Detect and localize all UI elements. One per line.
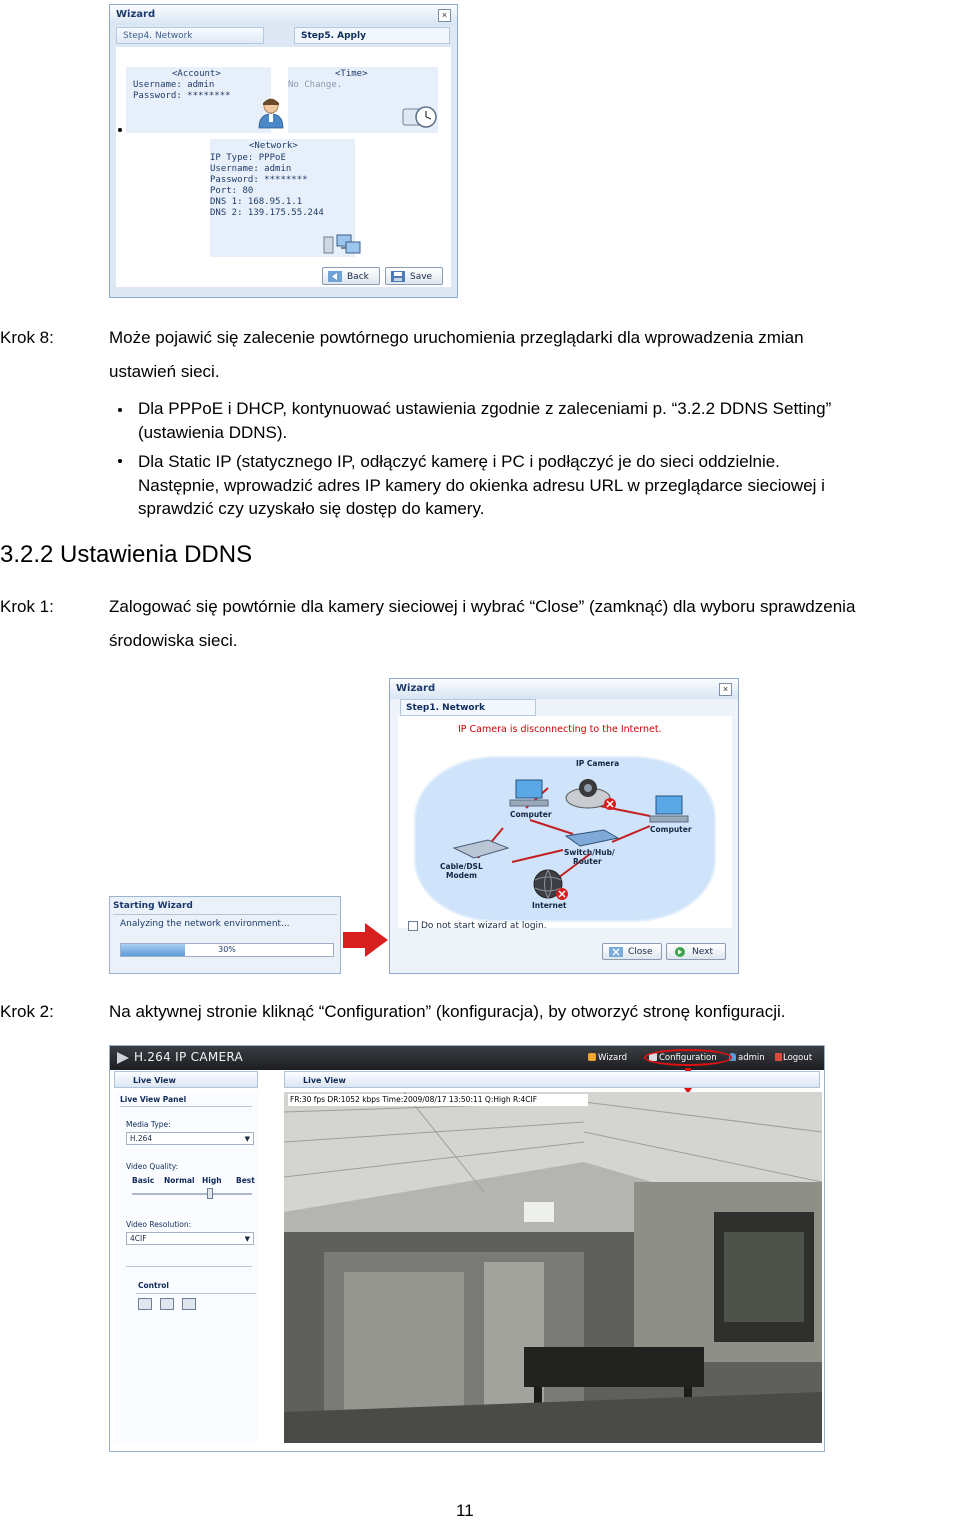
tab-step5[interactable]: Step5. Apply [294, 27, 450, 44]
menu-admin[interactable]: admin [738, 1053, 765, 1063]
network-port: Port: 80 [210, 186, 254, 196]
tab-step1[interactable]: Step1. Network [400, 699, 536, 716]
divider [120, 1106, 252, 1107]
quality-slider-track[interactable] [132, 1193, 252, 1195]
step1-label: Krok 1: [0, 597, 54, 616]
starting-wizard-title: Starting Wizard [113, 901, 193, 911]
label-internet: Internet [532, 901, 567, 910]
video-quality-label: Video Quality: [126, 1162, 179, 1171]
chevron-down-icon: ▼ [244, 1235, 250, 1243]
label-modem-2: Modem [446, 871, 477, 880]
network-dns2: DNS 2: 139.175.55.244 [210, 208, 324, 218]
network-diagram [398, 716, 732, 928]
chevron-down-icon: ▼ [244, 1135, 250, 1143]
control-label: Control [138, 1281, 170, 1290]
app-title: H.264 IP CAMERA [134, 1050, 244, 1064]
video-resolution-value: 4CIF [130, 1234, 147, 1243]
step2-text: Na aktywnej stronie kliknąć “Configuration” (konfiguracja), by otworzyć stronę konfiguracji. [109, 1002, 786, 1021]
tab-liveview-left[interactable]: Live View [114, 1071, 258, 1088]
label-switch-2: Router [573, 857, 602, 866]
tab-liveview-main[interactable]: Live View [284, 1071, 820, 1088]
progress-bar [120, 943, 334, 957]
step2-label: Krok 2: [0, 1002, 54, 1021]
close-button-icon [609, 947, 623, 964]
media-type-select[interactable] [126, 1132, 254, 1145]
step1-text-line1: Zalogować się powtórnie dla kamery sieciowej i wybrać “Close” (zamknąć) dla wyboru sprawdzenia [109, 597, 856, 616]
network-ip-type: IP Type: PPPoE [210, 153, 286, 163]
account-header: <Account> [172, 69, 221, 79]
quality-basic: Basic [132, 1176, 155, 1185]
close-button[interactable] [602, 943, 662, 960]
label-computer-left: Computer [510, 810, 552, 819]
liveview-screenshot [109, 1045, 825, 1452]
network-computers-icon [322, 233, 362, 262]
close-icon[interactable]: × [438, 9, 451, 22]
video-resolution-label: Video Resolution: [126, 1220, 192, 1229]
back-icon [328, 271, 342, 289]
user-icon [258, 97, 284, 134]
label-modem-1: Cable/DSL [440, 862, 483, 871]
network-environment-panel [398, 716, 732, 928]
wizard-icon [588, 1053, 596, 1061]
office-scene-image [284, 1092, 822, 1443]
network-password: Password: ******** [210, 175, 308, 185]
label-ip-camera: IP Camera [576, 759, 620, 768]
bullet-dot [118, 459, 122, 463]
save-icon [391, 271, 405, 289]
media-type-value: H.264 [130, 1134, 153, 1143]
menu-wizard[interactable]: Wizard [598, 1053, 627, 1063]
network-header: <Network> [249, 141, 298, 151]
red-arrow-icon [343, 922, 389, 963]
time-header: <Time> [335, 69, 368, 79]
account-username: Username: admin [133, 80, 215, 90]
section-heading: 3.2.2 Ustawienia DDNS [0, 541, 253, 568]
save-button[interactable] [385, 267, 443, 285]
network-status-text: IP Camera is disconnecting to the Internet. [458, 724, 662, 735]
bullet-dot [118, 408, 122, 412]
video-feed[interactable] [284, 1092, 822, 1443]
bullet-dot [118, 128, 122, 132]
save-label: Save [410, 272, 433, 282]
close-icon[interactable]: × [719, 683, 732, 696]
divider [136, 1293, 256, 1294]
page-number: 11 [456, 1501, 474, 1520]
summary-panel [116, 47, 451, 287]
startup-checkbox-label: Do not start wizard at login. [421, 921, 547, 931]
camera-header-bar [110, 1046, 824, 1070]
panel-title: Live View Panel [120, 1095, 187, 1104]
bullet1-line1: Dla PPPoE i DHCP, kontynuować ustawienia zgodnie z zaleceniami p. “3.2.2 DDNS Setting” [138, 399, 832, 418]
step8-text-line1: Może pojawić się zalecenie powtórnego uruchomienia przeglądarki dla wprowadzenia zmian [109, 328, 804, 347]
menu-configuration[interactable]: Configuration [659, 1053, 717, 1063]
next-button[interactable] [666, 943, 726, 960]
clock-icon [402, 103, 438, 136]
label-switch-1: Switch/Hub/ [564, 848, 615, 857]
step1-text-line2: środowiska sieci. [109, 631, 238, 650]
progress-text: 30% [218, 945, 236, 954]
bullet2-line2: Następnie, wprowadzić adres IP kamery do okienka adresu URL w przeglądarce sieciowej i [138, 476, 825, 495]
fullscreen-icon[interactable] [182, 1298, 196, 1310]
next-label: Next [692, 947, 713, 957]
tab-step4[interactable]: Step4. Network [116, 27, 264, 44]
starting-wizard-message: Analyzing the network environment... [120, 919, 290, 929]
step8-label: Krok 8: [0, 328, 54, 347]
close-button-label: Close [628, 947, 653, 957]
media-type-label: Media Type: [126, 1120, 171, 1129]
quality-high: High [202, 1176, 222, 1185]
wizard-step1-screenshot [389, 678, 739, 974]
menu-logout[interactable]: Logout [783, 1053, 813, 1063]
network-dns1: DNS 1: 168.95.1.1 [210, 197, 303, 207]
starting-wizard-screenshot [109, 896, 341, 974]
video-resolution-select[interactable] [126, 1232, 254, 1245]
logout-icon [775, 1053, 782, 1061]
startup-checkbox[interactable] [408, 921, 418, 931]
bullet2-line3: sprawdzić czy uzyskało się dostęp do kamery. [138, 499, 485, 518]
record-icon[interactable] [160, 1298, 174, 1310]
quality-normal: Normal [164, 1176, 195, 1185]
next-icon [673, 947, 687, 964]
bullet2-line1: Dla Static IP (statycznego IP, odłączyć kamerę i PC i podłączyć je do sieci oddzielnie. [138, 452, 780, 471]
app-logo-icon [116, 1051, 130, 1070]
configuration-highlight-ellipse [644, 1049, 732, 1066]
network-username: Username: admin [210, 164, 292, 174]
step8-text-line2: ustawień sieci. [109, 362, 220, 381]
quality-best: Best [236, 1176, 255, 1185]
snapshot-icon[interactable] [138, 1298, 152, 1310]
liveview-side-panel [114, 1090, 258, 1444]
wizard1-title: Wizard [390, 679, 738, 699]
osd-text: FR:30 fps DR:1052 kbps Time:2009/08/17 13:50:11 Q:High R:4CIF [290, 1095, 538, 1104]
bullet1-line2: (ustawienia DDNS). [138, 423, 288, 442]
wizard-step5-screenshot [109, 4, 458, 298]
account-password: Password: ******** [133, 91, 231, 101]
time-value: No Change. [288, 80, 343, 90]
back-button[interactable] [322, 267, 380, 285]
back-label: Back [347, 272, 369, 282]
divider [113, 914, 337, 915]
divider [126, 1266, 252, 1267]
quality-slider-handle[interactable] [207, 1188, 213, 1199]
label-computer-right: Computer [650, 825, 692, 834]
wizard-title: Wizard [110, 5, 457, 25]
